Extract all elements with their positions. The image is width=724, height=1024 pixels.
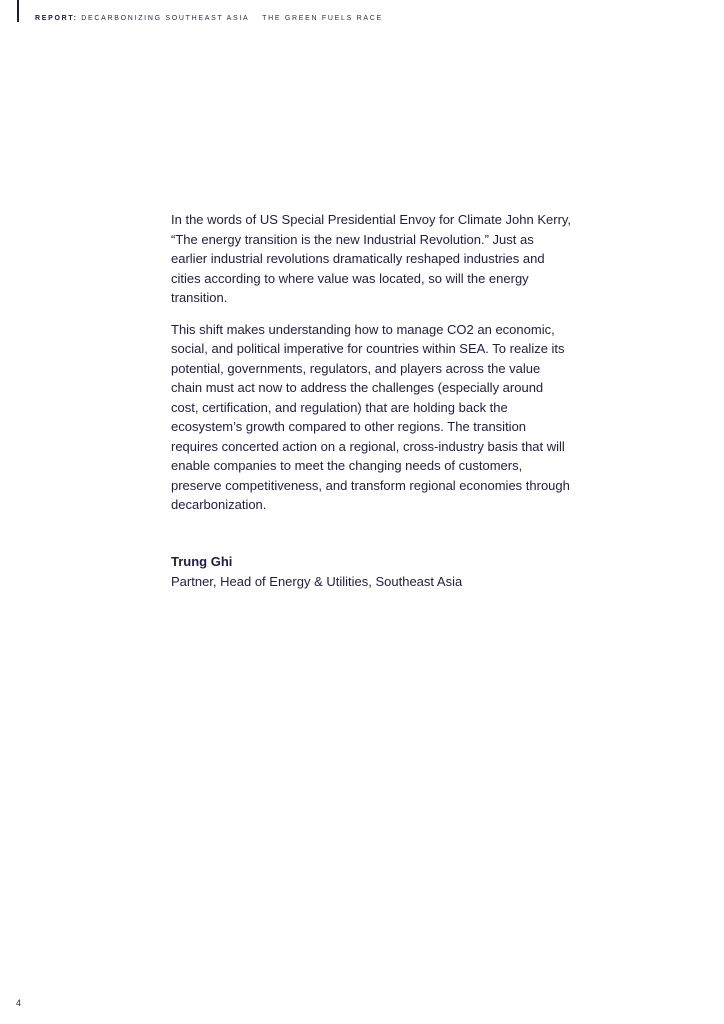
author-name: Trung Ghi	[171, 554, 233, 569]
foreword-body	[171, 210, 573, 527]
paragraph: In the words of US Special Presidential Envoy for Climate John Kerry, “The energy transition is the new Industrial Revolution.” Just as earlier industrial revolutions dramatically reshaped industries and cities according to where value was located, so will the energy transition.	[171, 212, 572, 305]
report-subtitle: THE GREEN FUELS RACE	[262, 15, 383, 22]
header-rule	[17, 0, 19, 22]
report-title: DECARBONIZING SOUTHEAST ASIA	[81, 15, 249, 22]
running-header	[35, 15, 383, 22]
paragraph: This shift makes understanding how to manage CO2 an economic, social, and political imperative for countries within SEA. To realize its potential, governments, regulators, and players across the value chain must act now to address the challenges (especially around cost, certification, and regulation) that are holding back the ecosystem’s growth compared to other regions. The transition requires concerted action on a regional, cross-industry basis that will enable companies to meet the changing needs of customers, preserve competitiveness, and transform regional economies through decarbonization.	[171, 321, 570, 512]
report-label: REPORT:	[35, 15, 78, 22]
author-title: Partner, Head of Energy & Utilities, Southeast Asia	[171, 573, 463, 589]
author-signature	[171, 552, 591, 591]
page-number: 4	[16, 998, 22, 1008]
